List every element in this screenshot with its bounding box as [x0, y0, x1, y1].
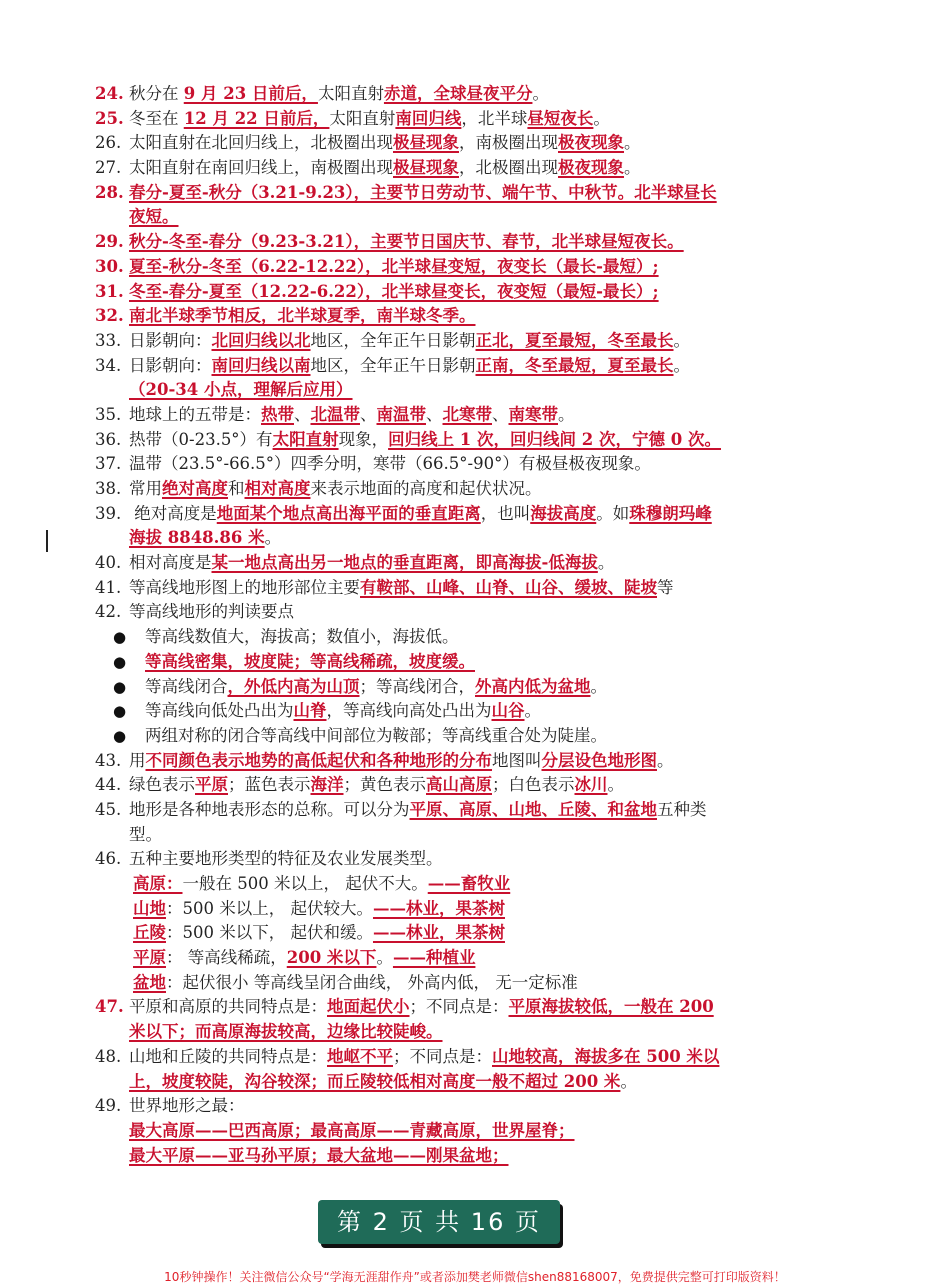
list-item	[95, 255, 815, 280]
list-item	[95, 897, 815, 922]
body-text: 型。	[129, 824, 162, 844]
list-item	[95, 847, 815, 872]
body-text: 日影朝向：	[129, 355, 212, 375]
key-point-text: 太阳直射	[272, 429, 339, 449]
body-text: 。	[673, 330, 690, 350]
body-text: 。	[264, 528, 282, 548]
item-number: 47.	[95, 997, 124, 1017]
body-text: 。如	[596, 503, 630, 523]
body-text: ；黄色表示	[343, 775, 426, 795]
body-text: 五种主要地形类型的特征及农业发展类型。	[129, 849, 443, 869]
list-item	[95, 477, 815, 502]
list-item	[95, 230, 815, 255]
body-text: 。	[624, 133, 641, 153]
body-text: ，北极圈出现	[459, 158, 558, 178]
item-number: 27.	[95, 158, 122, 178]
list-item	[95, 329, 815, 354]
item-number: 38.	[95, 479, 122, 498]
body-text: 山地和丘陵的共同特点是：	[129, 1046, 327, 1066]
body-text: ，南极圈出现	[459, 133, 558, 153]
key-point-text: 高原：	[133, 874, 183, 893]
document-body	[95, 82, 815, 1168]
body-text: ；不同点是：	[409, 997, 509, 1017]
key-point-text: 山地	[133, 898, 166, 918]
body-text: 常用	[129, 479, 162, 498]
list-item	[95, 798, 815, 823]
body-text: 、	[492, 404, 509, 424]
key-point-text: 最大高原——巴西高原；最高高原——青藏高原，世界屋脊；	[129, 1120, 575, 1140]
item-number: 31.	[95, 281, 124, 301]
body-text: 。	[532, 84, 549, 103]
body-text: 平原和高原的共同特点是：	[129, 997, 327, 1017]
bullet-icon	[95, 675, 145, 700]
list-item	[95, 131, 815, 156]
key-point-text: 地面某个地点高出海平面的垂直距离	[216, 503, 481, 523]
bullet-item	[95, 675, 815, 700]
body-text: 地区，全年正午日影朝	[310, 330, 476, 350]
key-point-text: 南北半球季节相反，北半球夏季，南半球冬季。	[129, 306, 476, 326]
bullet-icon	[95, 724, 145, 749]
key-point-text: 相对高度	[244, 479, 311, 498]
bullet-item	[95, 625, 815, 650]
body-text: 秋分在	[129, 84, 184, 103]
item-number: 44.	[95, 775, 122, 795]
body-text: 日影朝向：	[129, 330, 212, 350]
key-point-text: 平原、高原、山地、丘陵、和盆地	[409, 799, 657, 819]
list-item	[95, 403, 815, 428]
item-number: 42.	[95, 602, 122, 622]
key-point-text: 平原	[133, 948, 166, 968]
key-point-text: 平原	[195, 775, 228, 795]
list-item	[95, 872, 815, 897]
body-text: 。	[597, 553, 615, 573]
key-point-text: 不同颜色表示地势的高低起伏和各种地形的分布	[145, 750, 492, 770]
body-text: 等高线向低处凸出为	[145, 701, 294, 721]
list-item	[95, 600, 815, 625]
item-number: 41.	[95, 577, 122, 597]
item-number: 34.	[95, 355, 122, 375]
body-text: 一般在 500 米以上， 起伏不大。	[182, 874, 428, 893]
key-point-text: 丘陵	[133, 923, 166, 943]
body-text: 和	[228, 479, 245, 498]
body-text: 等高线闭合	[145, 676, 228, 696]
list-item	[95, 1144, 815, 1169]
list-item	[95, 378, 815, 403]
item-number: 49.	[95, 1096, 122, 1116]
list-item	[95, 1070, 815, 1095]
item-number: 48.	[95, 1046, 122, 1066]
list-item	[95, 428, 815, 453]
body-text: 太阳直射	[329, 108, 396, 128]
text-cursor	[46, 530, 48, 552]
key-point-text: ——林业，果茶树	[372, 923, 505, 943]
body-text: 、	[360, 404, 377, 424]
key-point-text: 200 米以下	[286, 948, 377, 968]
body-text: 地形是各种地表形态的总称。可以分为	[129, 799, 410, 819]
item-number: 43.	[95, 750, 122, 770]
key-point-text: 海拔 8848.86 米	[129, 528, 265, 548]
key-point-text: 赤道，全球昼夜平分	[383, 84, 533, 103]
key-point-text: 海洋	[310, 775, 344, 795]
body-text: 。	[673, 355, 690, 375]
item-number: 25.	[95, 108, 124, 128]
key-point-text: 12 月 22 日前后，	[183, 108, 330, 128]
key-point-text: 回归线上 1 次，回归线间 2 次，宁德 0 次。	[388, 429, 721, 449]
key-point-text: 昼短夜长	[527, 108, 594, 128]
key-point-text: 9 月 23 日前后，	[183, 84, 318, 103]
key-point-text: 极昼现象	[393, 133, 459, 153]
list-item	[95, 749, 815, 774]
key-point-text: 绝对高度	[162, 479, 228, 498]
key-point-text: 南温带	[376, 404, 426, 424]
key-point-text: 热带	[261, 404, 294, 424]
item-number: 26.	[95, 133, 122, 153]
item-number: 39.	[95, 503, 122, 523]
key-point-text: 平原海拔较低，一般在 200	[508, 997, 714, 1017]
key-point-text: ——种植业	[392, 948, 476, 968]
key-point-text: 分层设色地形图	[541, 750, 657, 770]
list-item	[95, 1119, 815, 1144]
bullet-item	[95, 699, 815, 724]
item-number: 35.	[95, 404, 122, 424]
body-text: 等高线数值大，海拔高；数值小，海拔低。	[145, 627, 459, 647]
body-text: 等高线地形的判读要点	[129, 602, 294, 622]
key-point-text: 正南，冬至最短，夏至最长	[475, 355, 674, 375]
key-point-text: 冰川	[574, 775, 608, 795]
body-text: 。	[590, 676, 607, 696]
list-item	[95, 304, 815, 329]
body-text: ，北半球	[461, 108, 528, 128]
bullet-icon	[95, 699, 145, 724]
key-point-text: 地面起伏小	[327, 997, 410, 1017]
body-text: 绝对高度是	[129, 503, 217, 523]
key-point-text: 盆地	[133, 972, 166, 992]
body-text: 世界地形之最：	[129, 1096, 245, 1116]
page-indicator: 第 2 页 共 16 页	[318, 1200, 560, 1244]
body-text: ： 等高线稀疏，	[166, 948, 287, 968]
list-item	[95, 502, 815, 527]
key-point-text: 珠穆朗玛峰	[629, 503, 712, 523]
bullet-item	[95, 650, 815, 675]
body-text: ；蓝色表示	[228, 775, 311, 795]
body-text: ，等高线向高处凸出为	[326, 701, 492, 721]
key-point-text: ——林业，果茶树	[372, 898, 505, 918]
body-text: 地图叫	[492, 750, 542, 770]
key-point-text: 冬至-春分-夏至（12.22-6.22），北半球昼变长，夜变短（最短-最长）;	[129, 281, 659, 301]
body-text: 地区，全年正午日影朝	[310, 355, 476, 375]
body-text: ；等高线闭合，	[359, 676, 475, 696]
key-point-text: 山谷	[491, 701, 525, 721]
key-point-text: 极夜现象	[558, 133, 624, 153]
key-point-text: 南寒带	[508, 404, 558, 424]
item-number: 46.	[95, 849, 122, 869]
key-point-text: 北温带	[310, 404, 360, 424]
body-text: 。	[376, 948, 393, 968]
body-text: 。	[607, 775, 624, 795]
list-item	[95, 526, 815, 551]
key-point-text: 米以下；而高原海拔较高，边缘比较陡峻。	[129, 1022, 443, 1042]
bullet-item	[95, 724, 815, 749]
body-text: 五种类	[657, 799, 707, 819]
body-text: ；白色表示	[492, 775, 575, 795]
body-text: 冬至在	[129, 108, 184, 128]
key-point-text: 极昼现象	[393, 158, 459, 178]
item-number: 32.	[95, 306, 124, 326]
item-number: 40.	[95, 553, 122, 573]
key-point-text: 有鞍部、山峰、山脊、山谷、缓坡、陡坡	[360, 577, 657, 597]
key-point-text: 某一地点高出另一地点的垂直距离，即高海拔-低海拔	[211, 553, 598, 573]
key-point-text: 最大平原——亚马孙平原；最大盆地——刚果盆地；	[129, 1145, 509, 1165]
body-text: 等高线地形图上的地形部位主要	[129, 577, 360, 597]
item-number: 24.	[95, 84, 124, 103]
key-point-text: 南回归线	[395, 108, 462, 128]
body-text: 用	[129, 750, 146, 770]
list-item	[95, 205, 815, 230]
body-text: ：起伏很小 等高线呈闭合曲线， 外高内低， 无一定标准	[166, 972, 578, 992]
item-number: 37.	[95, 454, 122, 474]
item-number: 30.	[95, 256, 124, 276]
list-item	[95, 823, 815, 848]
list-item	[95, 576, 815, 601]
key-point-text: （20-34 小点，理解后应用）	[129, 380, 353, 400]
body-text: 两组对称的闭合等高线中间部位为鞍部；等高线重合处为陡崖。	[145, 725, 607, 745]
list-item	[95, 1045, 815, 1070]
body-text: 、	[294, 404, 311, 424]
body-text: 太阳直射	[317, 84, 384, 103]
key-point-text: 山脊	[293, 701, 327, 721]
bullet-icon	[95, 650, 145, 675]
list-item	[95, 181, 815, 206]
key-point-text: 秋分-冬至-春分（9.23-3.21），主要节日国庆节、春节，北半球昼短夜长。	[129, 232, 684, 252]
list-item	[95, 995, 815, 1020]
body-text: 绿色表示	[129, 775, 195, 795]
list-item	[95, 354, 815, 379]
body-text: 。	[624, 158, 641, 178]
key-point-text: 等高线密集，坡度陡；等高线稀疏，坡度缓。	[145, 651, 475, 671]
key-point-text: 地岖不平	[327, 1046, 393, 1066]
body-text: 。	[524, 701, 541, 721]
body-text: 、	[426, 404, 443, 424]
key-point-text: ，外低内高为山顶	[227, 676, 360, 696]
list-item	[95, 946, 815, 971]
list-item	[95, 1020, 815, 1045]
body-text: ：500 米以下， 起伏和缓。	[166, 923, 373, 943]
key-point-text: 极夜现象	[558, 158, 624, 178]
footer-promo: 10秒钟操作！关注微信公众号“学海无涯甜作舟”或者添加樊老师微信shen88168007，免费提供完整可打印版资料！	[164, 1270, 786, 1284]
list-item	[95, 82, 815, 107]
list-item	[95, 156, 815, 181]
item-number: 29.	[95, 232, 124, 252]
body-text: 。	[593, 108, 610, 128]
body-text: ：500 米以上， 起伏较大。	[166, 898, 373, 918]
key-point-text: 夜短。	[129, 207, 179, 227]
bullet-icon	[95, 625, 145, 650]
body-text: 来表示地面的高度和起伏状况。	[310, 479, 542, 498]
body-text: 太阳直射在南回归线上，南极圈出现	[129, 158, 393, 178]
key-point-text: 夏至-秋分-冬至（6.22-12.22），北半球昼变短，夜变长（最长-最短）;	[129, 256, 659, 276]
key-point-text: 正北，夏至最短，冬至最长	[475, 330, 674, 350]
key-point-text: 高山高原	[426, 775, 492, 795]
list-item	[95, 921, 815, 946]
item-number: 45.	[95, 799, 122, 819]
item-number: 33.	[95, 330, 122, 350]
key-point-text: 北寒带	[442, 404, 492, 424]
list-item	[95, 551, 815, 576]
body-text: 。	[620, 1071, 637, 1091]
key-point-text: 南回归线以南	[211, 355, 311, 375]
body-text: 现象，	[338, 429, 389, 449]
key-point-text: 山地较高，海拔多在 500 米以	[492, 1046, 720, 1066]
body-text: 相对高度是	[129, 553, 212, 573]
body-text: 温带（23.5°-66.5°）四季分明，寒带（66.5°-90°）有极昼极夜现象。	[129, 454, 651, 474]
body-text: 。	[657, 750, 674, 770]
list-item	[95, 773, 815, 798]
list-item	[95, 1094, 815, 1119]
list-item	[95, 452, 815, 477]
list-item	[95, 971, 815, 996]
body-text: ，也叫	[480, 503, 531, 523]
key-point-text: 外高内低为盆地	[475, 676, 591, 696]
item-number: 28.	[95, 182, 124, 202]
key-point-text: 春分-夏至-秋分（3.21-9.23），主要节日劳动节、端午节、中秋节。北半球昼长	[129, 182, 717, 202]
key-point-text: 北回归线以北	[211, 330, 311, 350]
body-text: 太阳直射在北回归线上，北极圈出现	[129, 133, 393, 153]
list-item	[95, 280, 815, 305]
body-text: 等	[657, 577, 674, 597]
item-number: 36.	[95, 429, 122, 449]
key-point-text: 海拔高度	[530, 503, 597, 523]
body-text: 地球上的五带是：	[129, 404, 261, 424]
body-text: 。	[558, 404, 575, 424]
body-text: 热带（0-23.5°）有	[129, 429, 273, 449]
key-point-text: 上，坡度较陡，沟谷较深；而丘陵较低相对高度一般不超过 200 米	[129, 1071, 621, 1091]
list-item	[95, 107, 815, 132]
key-point-text: ——畜牧业	[427, 874, 511, 893]
body-text: ；不同点是：	[393, 1046, 492, 1066]
